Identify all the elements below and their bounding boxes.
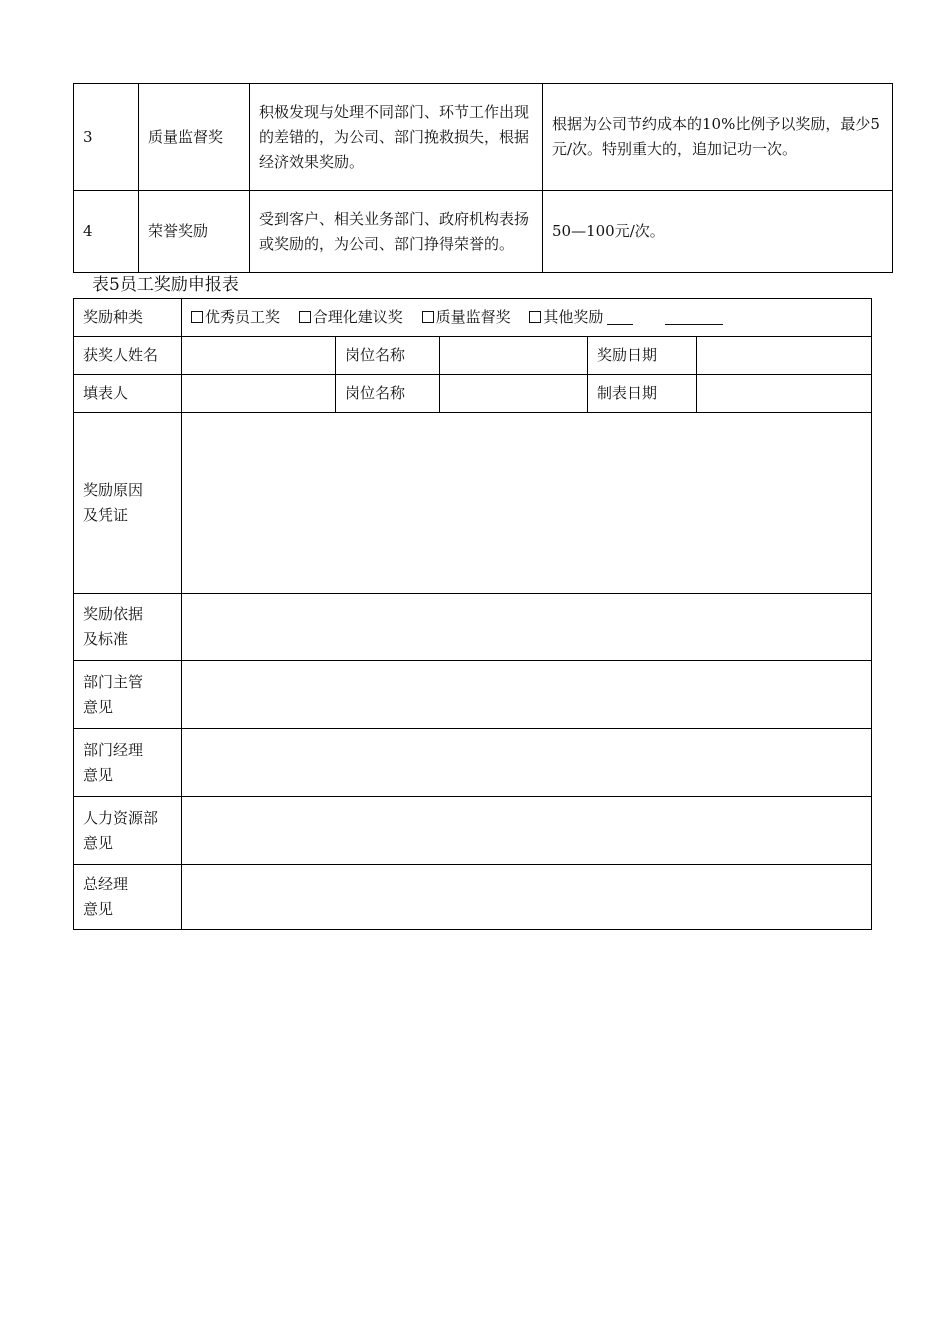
award-application-form bbox=[73, 298, 872, 930]
filler-position-field[interactable] bbox=[440, 375, 588, 413]
award-reward: 50—100元/次。 bbox=[543, 191, 893, 273]
gm-label bbox=[74, 865, 182, 930]
award-description: 受到客户、相关业务部门、政府机构表扬或奖励的，为公司、部门挣得荣誉的。 bbox=[250, 191, 543, 273]
award-description: 积极发现与处理不同部门、环节工作出现的差错的，为公司、部门挽救损失，根据经济效果奖励。 bbox=[250, 84, 543, 191]
option-label: 质量监督奖 bbox=[435, 308, 511, 326]
checkbox-icon[interactable] bbox=[529, 311, 541, 323]
dept-supervisor-field[interactable] bbox=[182, 661, 872, 729]
label-line: 意见 bbox=[83, 697, 114, 716]
hr-label bbox=[74, 797, 182, 865]
checkbox-icon[interactable] bbox=[299, 311, 311, 323]
hr-field[interactable] bbox=[182, 797, 872, 865]
award-reward: 根据为公司节约成本的10%比例予以奖励，最少5元/次。特别重大的，追加记功一次。 bbox=[543, 84, 893, 191]
award-number: 3 bbox=[74, 84, 139, 191]
checkbox-icon[interactable] bbox=[422, 311, 434, 323]
dept-manager-field[interactable] bbox=[182, 729, 872, 797]
position-label: 岗位名称 bbox=[336, 375, 440, 413]
fill-date-field[interactable] bbox=[697, 375, 872, 413]
label-line: 人力资源部 bbox=[83, 808, 159, 827]
other-blank-line[interactable] bbox=[607, 308, 633, 325]
award-type-options bbox=[182, 299, 872, 337]
label-line: 部门主管 bbox=[83, 672, 144, 691]
other-blank-line[interactable] bbox=[665, 308, 723, 325]
awardee-name-field[interactable] bbox=[182, 337, 336, 375]
gm-field[interactable] bbox=[182, 865, 872, 930]
award-number: 4 bbox=[74, 191, 139, 273]
option-label: 优秀员工奖 bbox=[205, 308, 281, 326]
award-name: 质量监督奖 bbox=[139, 84, 250, 191]
option-rationalization[interactable] bbox=[299, 308, 403, 326]
award-type-row bbox=[74, 299, 872, 337]
award-date-label: 奖励日期 bbox=[588, 337, 697, 375]
reason-label bbox=[74, 413, 182, 594]
option-quality-supervision[interactable] bbox=[422, 308, 511, 326]
award-name: 荣誉奖励 bbox=[139, 191, 250, 273]
option-excellent-employee[interactable] bbox=[191, 308, 280, 326]
option-label: 合理化建议奖 bbox=[312, 308, 403, 326]
reason-field[interactable] bbox=[182, 413, 872, 594]
basis-row bbox=[74, 594, 872, 661]
label-line: 意见 bbox=[83, 833, 114, 852]
label-line: 意见 bbox=[83, 900, 114, 918]
awards-table bbox=[73, 83, 893, 273]
basis-label bbox=[74, 594, 182, 661]
filler-field[interactable] bbox=[182, 375, 336, 413]
label-line: 及凭证 bbox=[83, 506, 129, 524]
filler-row bbox=[74, 375, 872, 413]
filler-label: 填表人 bbox=[74, 375, 182, 413]
checkbox-icon[interactable] bbox=[191, 311, 203, 323]
reason-row bbox=[74, 413, 872, 594]
table-row bbox=[74, 84, 893, 191]
label-line: 奖励原因 bbox=[83, 481, 144, 499]
awardee-position-field[interactable] bbox=[440, 337, 588, 375]
awardee-name-label: 获奖人姓名 bbox=[74, 337, 182, 375]
basis-field[interactable] bbox=[182, 594, 872, 661]
hr-row bbox=[74, 797, 872, 865]
award-type-label: 奖励种类 bbox=[74, 299, 182, 337]
label-line: 意见 bbox=[83, 765, 114, 784]
dept-supervisor-label bbox=[74, 661, 182, 729]
option-label: 其他奖励 bbox=[543, 308, 604, 326]
dept-manager-row bbox=[74, 729, 872, 797]
position-label: 岗位名称 bbox=[336, 337, 440, 375]
dept-supervisor-row bbox=[74, 661, 872, 729]
dept-manager-label bbox=[74, 729, 182, 797]
awardee-row bbox=[74, 337, 872, 375]
label-line: 部门经理 bbox=[83, 740, 144, 759]
form-title: 表5员工奖励申报表 bbox=[92, 275, 239, 295]
table-row bbox=[74, 191, 893, 273]
gm-row bbox=[74, 865, 872, 930]
award-date-field[interactable] bbox=[697, 337, 872, 375]
label-line: 总经理 bbox=[83, 875, 129, 893]
option-other[interactable] bbox=[529, 308, 723, 326]
label-line: 及标准 bbox=[83, 630, 129, 648]
fill-date-label: 制表日期 bbox=[588, 375, 697, 413]
label-line: 奖励依据 bbox=[83, 605, 144, 623]
